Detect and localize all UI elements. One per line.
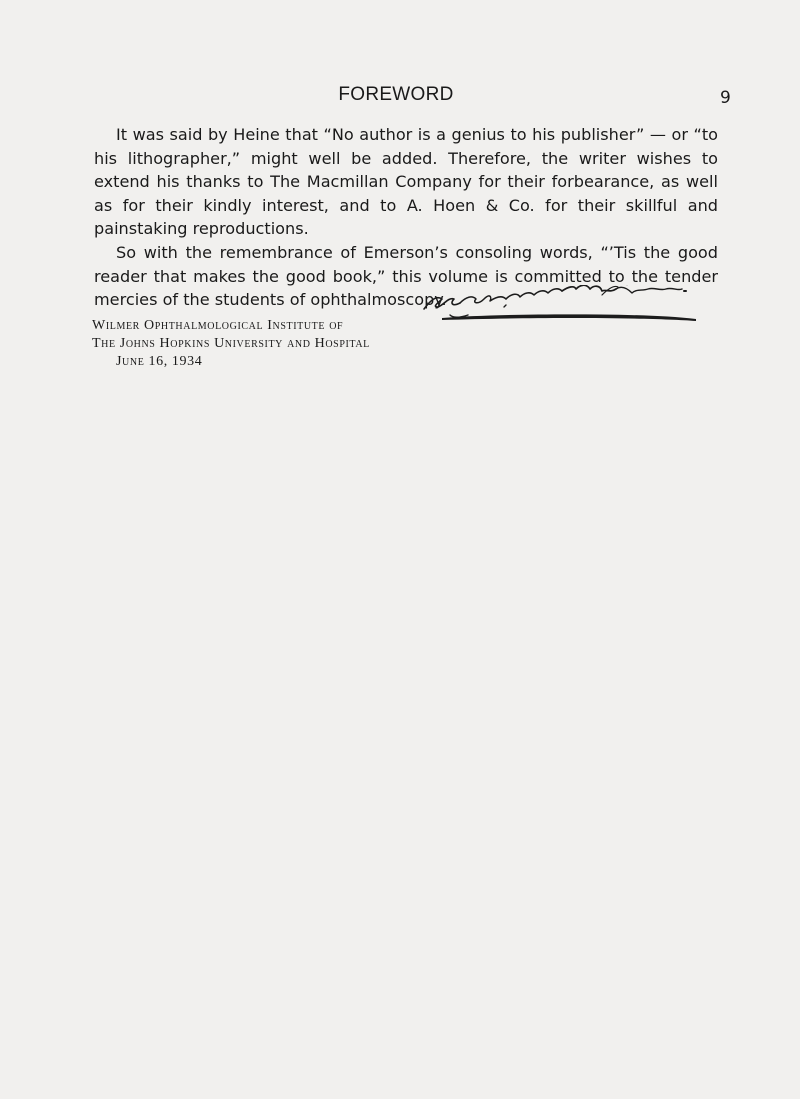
page-number: 9 <box>720 88 731 108</box>
running-head <box>0 84 800 110</box>
institution-line-2: The Johns Hopkins University and Hospital <box>92 336 370 351</box>
institution-line-1: Wilmer Ophthalmological Institute of <box>92 318 344 333</box>
author-affiliation <box>92 317 370 371</box>
paragraph-2: So with the remembrance of Emerson’s consoling words, “’Tis the good reader that makes the good book,” this volume is committed to the tender mercies of the students of ophthalmoscopy. <box>94 242 718 310</box>
page-title: FOREWORD <box>338 84 454 105</box>
foreword-body <box>94 123 718 312</box>
signoff-date: June 16, 1934 <box>116 354 203 369</box>
signature-icon <box>420 285 705 325</box>
paragraph-1: It was said by Heine that “No author is a genius to his publisher” — or “to his lithographer,” might well be added. Therefore, the writer wishes to extend his thanks to The Macmillan Company for their forbearance, as well as for their kindly interest, and to A. Hoen & Co. for their skillful and painstaking reproductions. <box>94 125 718 239</box>
handwritten-signature <box>420 285 705 325</box>
